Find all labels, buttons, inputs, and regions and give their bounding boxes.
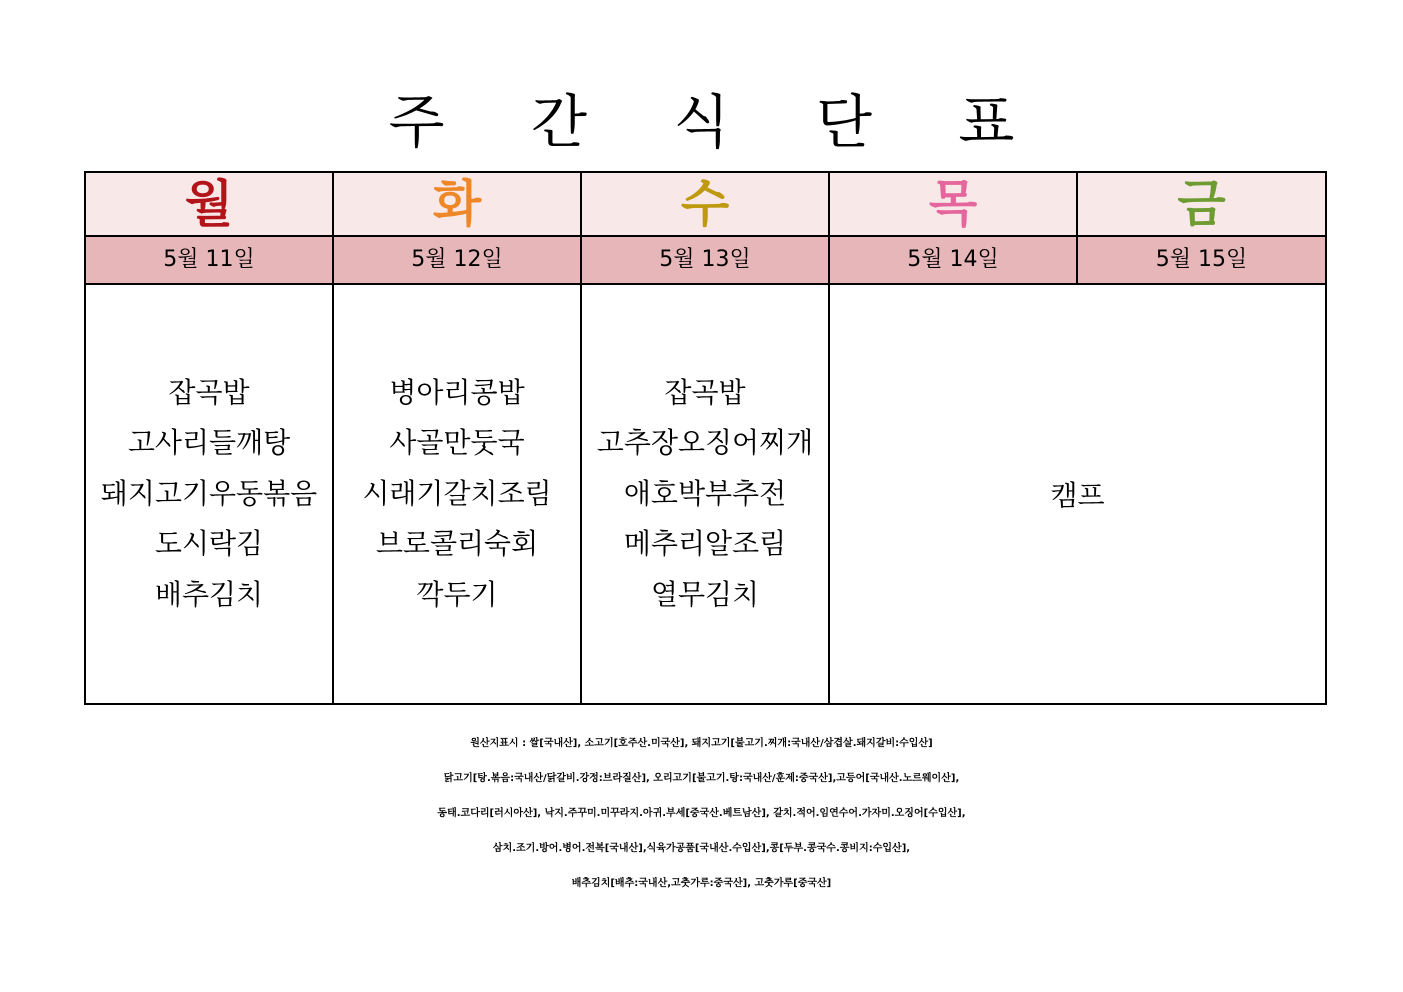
menu-monday <box>85 284 333 704</box>
date-row <box>85 236 1326 284</box>
origin-line: 닭고기[탕.볶음:국내산/닭갈비.강정:브라질산], 오리고기[불고기.탕:국내산/훈제:중국산],고등어[국내산.노르웨이산], <box>443 773 960 784</box>
menu-item: 메추리알조림 <box>623 527 787 561</box>
menu-list-wednesday <box>582 368 828 621</box>
day-thursday: 목 <box>829 172 1077 236</box>
day-wednesday: 수 <box>581 172 829 236</box>
origin-line: 삼치.조기.방어.병어.전복[국내산],식육가공품[국내산.수입산],콩[두부.콩국수.콩비지:수입산], <box>492 843 911 854</box>
menu-item: 깍두기 <box>416 577 498 611</box>
camp-label: 캠프 <box>1050 479 1105 512</box>
menu-item: 사골만둣국 <box>389 426 525 460</box>
date-friday: 5월 15일 <box>1077 236 1326 284</box>
date-wednesday: 5월 13일 <box>581 236 829 284</box>
menu-thursday-friday <box>829 284 1326 704</box>
menu-list-tuesday <box>334 368 580 621</box>
menu-item: 도시락김 <box>154 527 264 561</box>
menu-list-monday <box>86 368 332 621</box>
menu-item: 열무김치 <box>650 577 760 611</box>
day-tuesday: 화 <box>333 172 581 236</box>
page-title: 주 간 식 단 표 <box>388 88 1049 156</box>
weekly-menu-table <box>84 171 1327 705</box>
menu-wednesday <box>581 284 829 704</box>
origin-line: 원산지표시 : 쌀[국내산], 소고기[호주산.미국산], 돼지고기[불고기.찌개:국내산/삼겹살.돼지갈비:수입산] <box>470 738 933 749</box>
menu-item: 고추장오징어찌개 <box>596 426 814 460</box>
origin-notice <box>60 726 1343 901</box>
day-monday: 월 <box>85 172 333 236</box>
menu-item: 잡곡밥 <box>168 375 250 409</box>
date-monday: 5월 11일 <box>85 236 333 284</box>
menu-item: 브로콜리숙회 <box>375 527 539 561</box>
menu-item: 고사리들깨탕 <box>127 426 291 460</box>
day-friday: 금 <box>1077 172 1326 236</box>
origin-line: 동태.코다리[러시아산], 낙지.주꾸미.미꾸라지.아귀.부세[중국산.베트남산], 갈치.적어.임연수어.가자미.오징어[수입산], <box>437 808 966 819</box>
menu-item: 잡곡밥 <box>664 375 746 409</box>
origin-line: 배추김치[배추:국내산,고춧가루:중국산], 고춧가루[중국산] <box>571 878 832 889</box>
menu-item: 애호박부추전 <box>623 476 787 510</box>
menu-item: 병아리콩밥 <box>389 375 525 409</box>
menu-row <box>85 284 1326 704</box>
menu-tuesday <box>333 284 581 704</box>
menu-item: 돼지고기우동볶음 <box>100 476 318 510</box>
date-thursday: 5월 14일 <box>829 236 1077 284</box>
day-header-row <box>85 172 1326 236</box>
menu-item: 배추김치 <box>154 577 264 611</box>
menu-item: 시래기갈치조림 <box>362 476 552 510</box>
date-tuesday: 5월 12일 <box>333 236 581 284</box>
